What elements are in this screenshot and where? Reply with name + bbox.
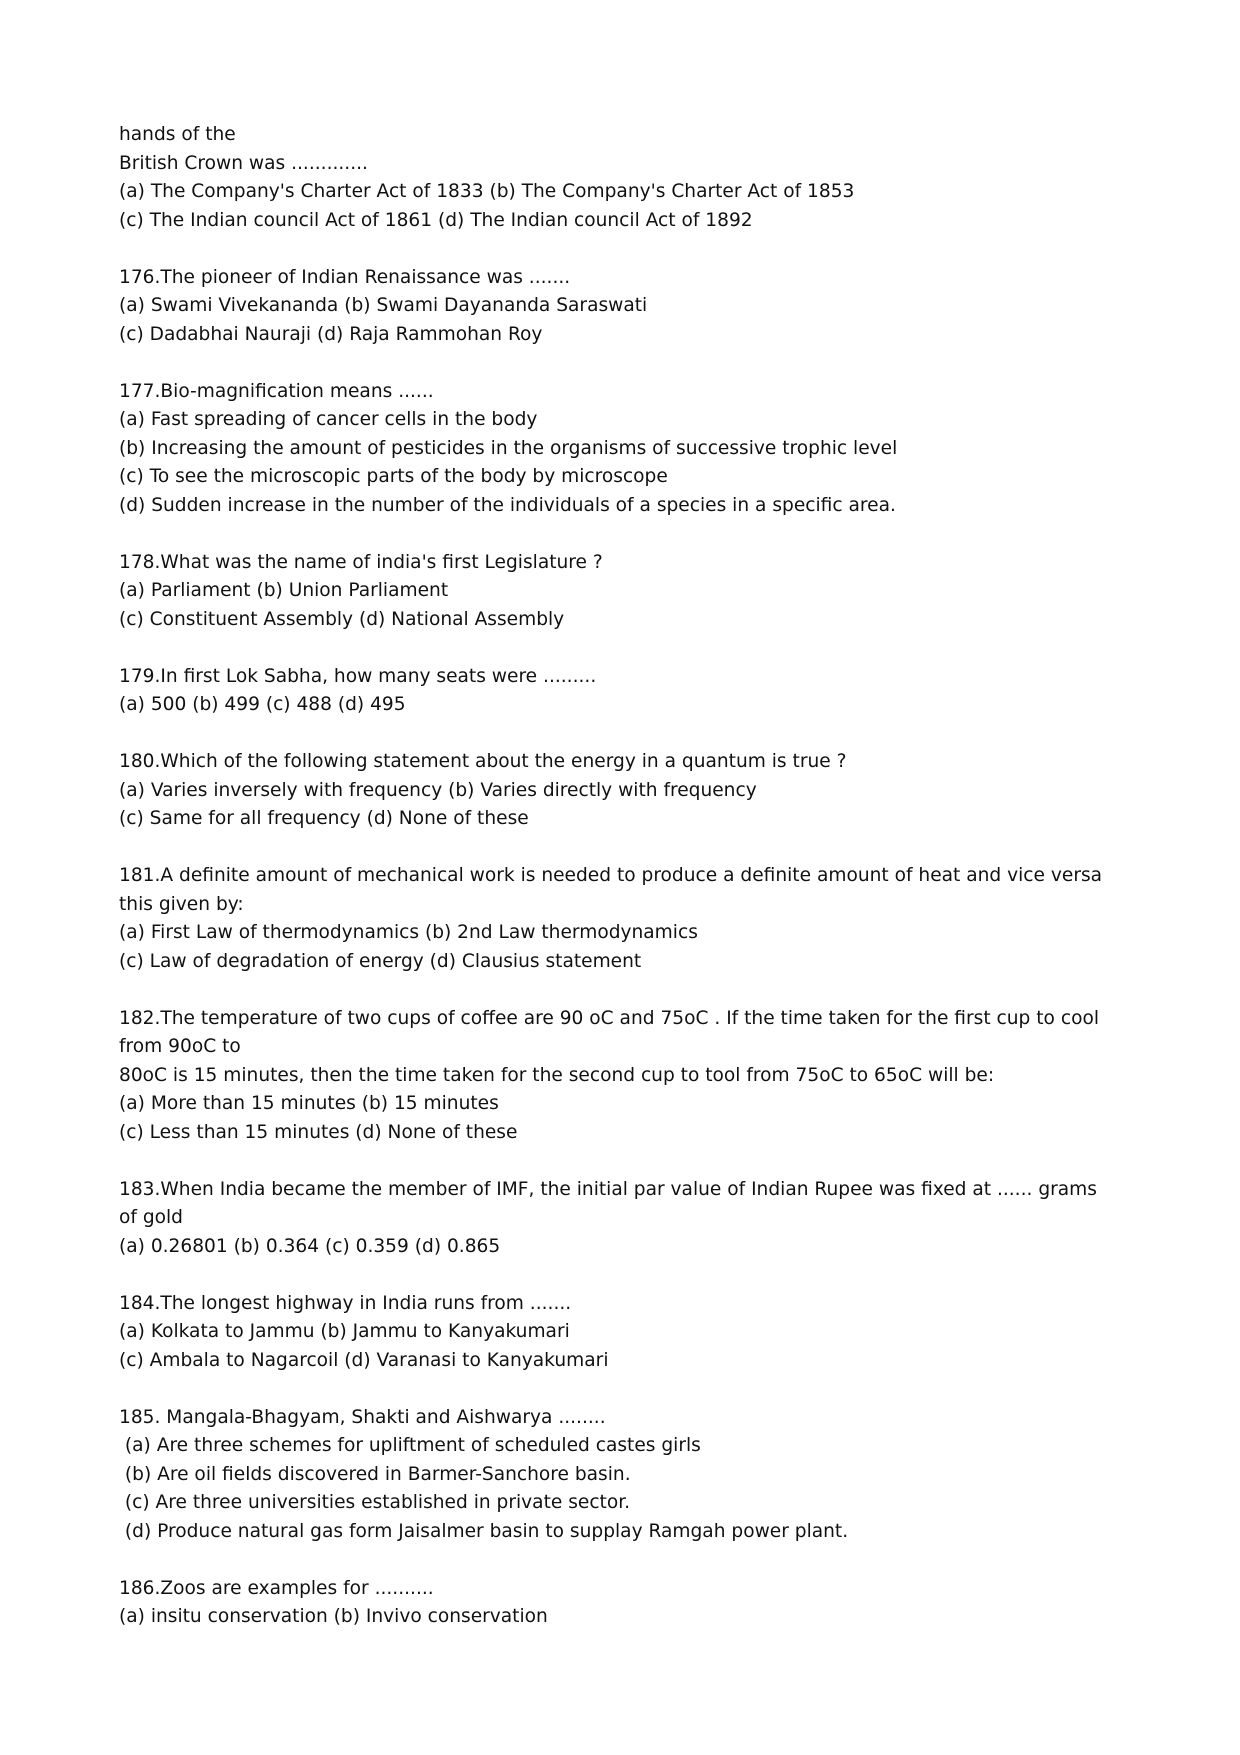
- question-block-186: [119, 1575, 1219, 1632]
- option-line: (a) Fast spreading of cancer cells in the body: [119, 409, 538, 430]
- option-line: (b) Are oil fields discovered in Barmer-Sanchore basin.: [119, 1463, 631, 1485]
- question-text: 184.The longest highway in India runs from .......: [119, 1292, 572, 1314]
- option-line: (a) 0.26801 (b) 0.364 (c) 0.359 (d) 0.865: [119, 1235, 501, 1257]
- option-line: (a) More than 15 minutes (b) 15 minutes: [119, 1093, 499, 1114]
- option-line: (a) insitu conservation (b) Invivo conservation: [119, 1606, 548, 1627]
- question-text: hands of the: [119, 124, 236, 145]
- question-text: British Crown was .............: [119, 152, 368, 174]
- question-block-181: [119, 862, 1219, 976]
- option-line: (c) The Indian council Act of 1861 (d) The Indian council Act of 1892: [119, 209, 753, 231]
- option-line: (a) 500 (b) 499 (c) 488 (d) 495: [119, 694, 406, 715]
- question-text: 183.When India became the member of IMF, the initial par value of Indian Rupee was fixed at ...... grams: [119, 1178, 1097, 1200]
- question-text: 185. Mangala-Bhagyam, Shakti and Aishwarya ........: [119, 1406, 606, 1428]
- option-line: (c) Same for all frequency (d) None of these: [119, 808, 529, 829]
- option-line: (c) Ambala to Nagarcoil (d) Varanasi to Kanyakumari: [119, 1349, 609, 1371]
- question-block-178: [119, 549, 1219, 635]
- question-block-179: [119, 663, 1219, 720]
- option-line: (c) Constituent Assembly (d) National Assembly: [119, 608, 565, 630]
- question-text: 80oC is 15 minutes, then the time taken for the second cup to tool from 75oC to 65oC will be:: [119, 1064, 995, 1086]
- question-text: 182.The temperature of two cups of coffee are 90 oC and 75oC . If the time taken for the first cup to cool: [119, 1007, 1099, 1029]
- question-text: this given by:: [119, 893, 244, 915]
- option-line: (c) Dadabhai Nauraji (d) Raja Rammohan Roy: [119, 323, 543, 345]
- document-page: [119, 121, 1219, 1660]
- question-text: 180.Which of the following statement about the energy in a quantum is true ?: [119, 751, 847, 772]
- question-block-176: [119, 264, 1219, 350]
- option-line: (a) Parliament (b) Union Parliament: [119, 580, 449, 601]
- question-text: 178.What was the name of india's first Legislature ?: [119, 551, 603, 573]
- question-text: of gold: [119, 1207, 183, 1228]
- option-line: (d) Produce natural gas form Jaisalmer basin to supplay Ramgah power plant.: [119, 1520, 849, 1542]
- question-block-177: [119, 378, 1219, 521]
- option-line: (a) Are three schemes for upliftment of scheduled castes girls: [119, 1435, 701, 1456]
- question-text: from 90oC to: [119, 1036, 241, 1057]
- question-block-180: [119, 748, 1219, 834]
- option-line: (a) Swami Vivekananda (b) Swami Dayananda Saraswati: [119, 295, 648, 316]
- question-block-182: [119, 1005, 1219, 1148]
- option-line: (a) Varies inversely with frequency (b) Varies directly with frequency: [119, 779, 757, 801]
- question-text: 186.Zoos are examples for ..........: [119, 1577, 434, 1599]
- option-line: (a) The Company's Charter Act of 1833 (b) The Company's Charter Act of 1853: [119, 181, 855, 202]
- question-block-175-continued: [119, 121, 1219, 235]
- option-line: (c) To see the microscopic parts of the body by microscope: [119, 466, 668, 487]
- option-line: (d) Sudden increase in the number of the individuals of a species in a specific area.: [119, 494, 896, 516]
- option-line: (b) Increasing the amount of pesticides in the organisms of successive trophic level: [119, 437, 898, 459]
- option-line: (a) First Law of thermodynamics (b) 2nd Law thermodynamics: [119, 922, 698, 943]
- question-block-183: [119, 1176, 1219, 1262]
- question-text: 179.In first Lok Sabha, how many seats were .........: [119, 665, 597, 687]
- question-text: 176.The pioneer of Indian Renaissance was .......: [119, 266, 571, 288]
- option-line: (c) Less than 15 minutes (d) None of these: [119, 1121, 518, 1143]
- option-line: (a) Kolkata to Jammu (b) Jammu to Kanyakumari: [119, 1321, 570, 1342]
- option-line: (c) Are three universities established in private sector.: [119, 1492, 631, 1513]
- question-block-185: [119, 1404, 1219, 1547]
- question-text: 177.Bio-magnification means ......: [119, 380, 434, 402]
- option-line: (c) Law of degradation of energy (d) Clausius statement: [119, 950, 642, 972]
- question-block-184: [119, 1290, 1219, 1376]
- question-text: 181.A definite amount of mechanical work is needed to produce a definite amount of heat and vice versa: [119, 865, 1103, 886]
